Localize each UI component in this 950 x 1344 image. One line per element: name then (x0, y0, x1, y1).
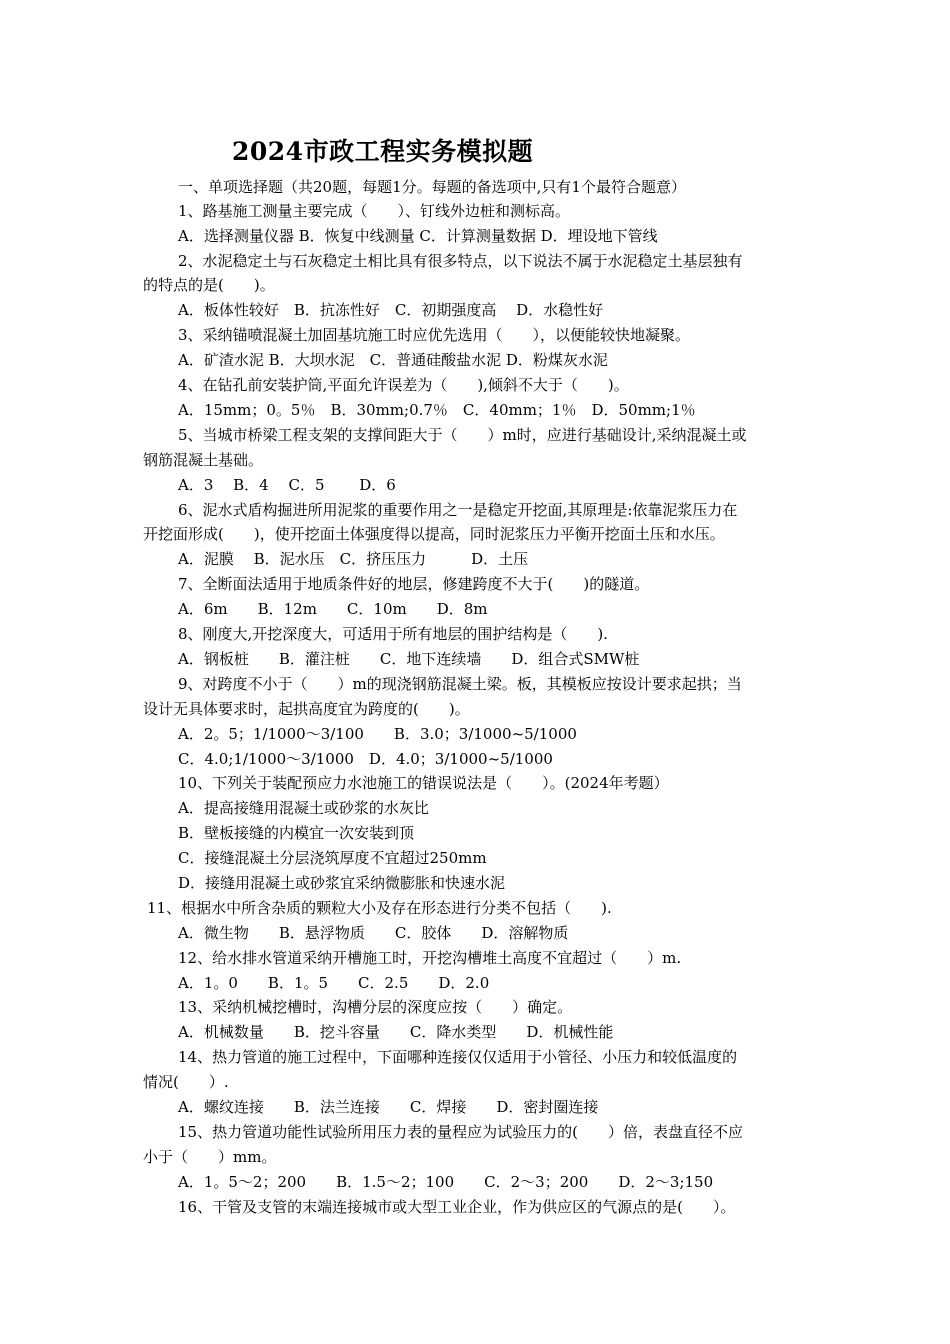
page-title: 2024市政工程实务模拟题 (232, 137, 534, 166)
question-2: 2、水泥稳定土与石灰稳定土相比具有很多特点，以下说法不属于水泥稳定土基层独有 (178, 252, 743, 270)
options-15: A．1。5～2；200 B．1.5～2；100 C．2～3；200 D．2～3;150 (178, 1173, 714, 1191)
question-8: 8、刚度大,开挖深度大，可适用于所有地层的围护结构是（ ). (178, 625, 608, 643)
section-heading: 一、单项选择题（共20题，每题1分。每题的备选项中,只有1个最符合题意） (178, 178, 686, 196)
question-14: 14、热力管道的施工过程中，下面哪种连接仅仅适用于小管径、小压力和较低温度的 (178, 1048, 738, 1066)
options-5: A．3 B．4 C．5 D．6 (178, 476, 396, 494)
question-10: 10、下列关于装配预应力水池施工的错误说法是（ ）。(2024年考题） (178, 774, 669, 792)
question-5-cont: 钢筋混凝土基础。 (143, 451, 264, 469)
question-15-cont: 小于（ ）mm。 (143, 1148, 277, 1166)
options-8: A．钢板桩 B．灌注桩 C．地下连续墙 D．组合式SMW桩 (178, 650, 640, 668)
question-3: 3、采纳锚喷混凝土加固基坑施工时应优先选用（ ），以便能较快地凝聚。 (178, 326, 691, 344)
question-6: 6、泥水式盾构掘进所用泥浆的重要作用之一是稳定开挖面,其原理是:依靠泥浆压力在 (178, 501, 738, 519)
question-16: 16、干管及支管的末端连接城市或大型工业企业，作为供应区的气源点的是( ）。 (178, 1198, 736, 1216)
question-9-cont: 设计无具体要求时，起拱高度宜为跨度的( )。 (143, 700, 470, 718)
question-13: 13、采纳机械挖槽时，沟槽分层的深度应按（ ）确定。 (178, 998, 573, 1016)
options-9-ab: A．2。5；1/1000～3/100 B．3.0；3/1000~5/1000 (178, 725, 577, 743)
options-1: A．选择测量仪器 B．恢复中线测量 C．计算测量数据 D．埋设地下管线 (178, 227, 658, 245)
options-14: A．螺纹连接 B．法兰连接 C．焊接 D．密封圈连接 (178, 1098, 599, 1116)
question-7: 7、全断面法适用于地质条件好的地层，修建跨度不大于( )的隧道。 (178, 575, 650, 593)
question-14-cont: 情况( ）. (143, 1073, 229, 1091)
options-11: A．微生物 B．悬浮物质 C．胶体 D．溶解物质 (178, 924, 569, 942)
option-10-c: C．接缝混凝土分层浇筑厚度不宜超过250mm (178, 849, 487, 867)
question-5: 5、当城市桥梁工程支架的支撑间距大于（ ）m时，应进行基础设计,采纳混凝土或 (178, 426, 747, 444)
question-9: 9、对跨度不小于（ ）m的现浇钢筋混凝土梁。板，其模板应按设计要求起拱；当 (178, 675, 742, 693)
option-10-a: A．提高接缝用混凝土或砂浆的水灰比 (178, 799, 429, 817)
options-2: A．板体性较好 B．抗冻性好 C．初期强度高 D．水稳性好 (178, 301, 604, 319)
options-9-cd: C．4.0;1/1000～3/1000 D．4.0；3/1000~5/1000 (178, 750, 553, 768)
option-10-d: D．接缝用混凝土或砂浆宜采纳微膨胀和快速水泥 (178, 874, 506, 892)
options-4: A．15mm；0。5％ B．30mm;0.7％ C．40mm；1％ D．50mm;1％ (178, 401, 696, 419)
question-6-cont: 开挖面形成( )，使开挖面土体强度得以提高，同时泥浆压力平衡开挖面土压和水压。 (143, 525, 725, 543)
question-12: 12、给水排水管道采纳开槽施工时，开挖沟槽堆土高度不宜超过（ ）m. (178, 949, 682, 967)
options-13: A．机械数量 B．挖斗容量 C．降水类型 D．机械性能 (178, 1023, 614, 1041)
option-10-b: B．壁板接缝的内模宜一次安装到顶 (178, 824, 415, 842)
question-15: 15、热力管道功能性试验所用压力表的量程应为试验压力的( ）倍，表盘直径不应 (178, 1123, 743, 1141)
question-4: 4、在钻孔前安装护筒,平面允许误差为（ ),倾斜不大于（ )。 (178, 376, 629, 394)
options-6: A．泥膜 B．泥水压 C．挤压压力 D．土压 (178, 550, 529, 568)
options-3: A．矿渣水泥 B．大坝水泥 C．普通硅酸盐水泥 D．粉煤灰水泥 (178, 351, 608, 369)
options-12: A．1。0 B．1。5 C．2.5 D．2.0 (178, 974, 490, 992)
question-2-cont: 的特点的是( )。 (143, 276, 275, 294)
question-11: 11、根据水中所含杂质的颗粒大小及存在形态进行分类不包括（ ). (147, 899, 612, 917)
options-7: A．6m B．12m C．10m D．8m (178, 600, 488, 618)
question-1: 1、路基施工测量主要完成（ ）、钉线外边桩和测标高。 (178, 202, 571, 220)
